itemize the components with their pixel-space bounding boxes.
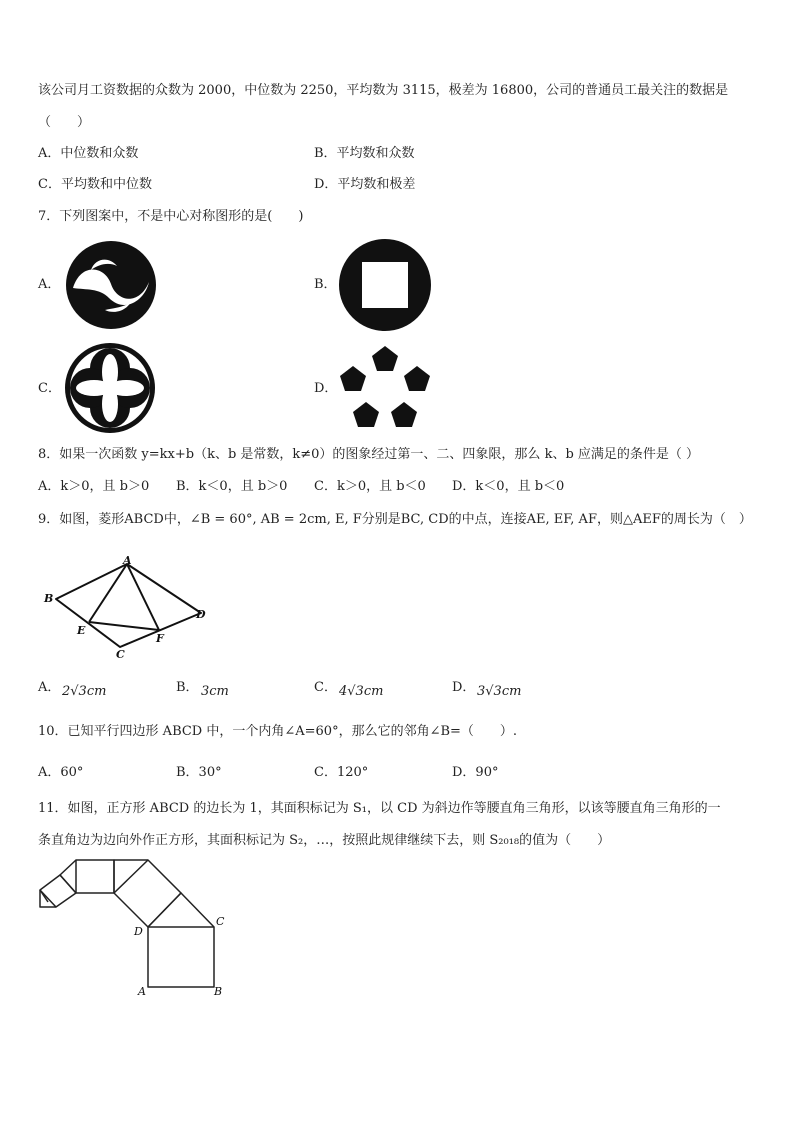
q9-fig-label-e: E bbox=[77, 624, 86, 637]
yin-yang-wave-icon bbox=[65, 240, 157, 334]
q7-stem: 7．下列图案中，不是中心对称图形的是( ) bbox=[38, 209, 304, 224]
q8-option-d: D．k＜0，且 b＜0 bbox=[452, 479, 565, 494]
q9-option-a-letter: A． bbox=[38, 680, 61, 695]
rhombus-figure bbox=[38, 552, 218, 664]
q6-option-b: B．平均数和众数 bbox=[314, 146, 415, 161]
five-pentagons-icon bbox=[338, 344, 432, 438]
q7-label-c: C． bbox=[38, 381, 61, 396]
q7-label-a: A． bbox=[38, 277, 61, 292]
q9-option-c-letter: C． bbox=[314, 680, 337, 695]
q6-option-d: D．平均数和极差 bbox=[314, 177, 416, 192]
q7-label-d: D． bbox=[314, 381, 338, 396]
q9-fig-label-f: F bbox=[156, 632, 164, 645]
q10-stem: 10．已知平行四边形 ABCD 中，一个内角∠A=60°，那么它的邻角∠B=（ ）. bbox=[38, 724, 518, 739]
q10-option-a: A．60° bbox=[38, 765, 84, 780]
q9-option-a-value: 2√3cm bbox=[62, 684, 107, 699]
four-petal-circle-icon bbox=[64, 342, 156, 438]
q11-fig-label-c: C bbox=[216, 915, 225, 928]
q9-fig-label-d: D bbox=[196, 608, 206, 621]
q9-fig-label-c: C bbox=[116, 648, 125, 660]
q9-stem: 9．如图，菱形ABCD中，∠B = 60°, AB = 2cm, E, F分别是BC, CD的中点，连接AE, EF, AF，则△AEF的周长为（ ） bbox=[38, 512, 752, 527]
q6-stem-line: 该公司月工资数据的众数为 2000，中位数为 2250，平均数为 3115，极差为 16800，公司的普通员工最关注的数据是 bbox=[38, 83, 729, 98]
q8-option-b: B．k＜0，且 b＞0 bbox=[176, 479, 288, 494]
q6-option-a: A．中位数和众数 bbox=[38, 146, 139, 161]
q8-option-c: C．k＞0，且 b＜0 bbox=[314, 479, 426, 494]
q7-label-b: B． bbox=[314, 277, 337, 292]
q11-fig-label-b: B bbox=[214, 985, 223, 998]
q6-answer-paren: （ ） bbox=[38, 115, 91, 130]
q8-stem: 8．如果一次函数 y=kx+b（k、b 是常数，k≠0）的图象经过第一、二、四象限，那么 k、b 应满足的条件是（ ） bbox=[38, 447, 700, 462]
q11-stem-line2: 条直角边为边向外作正方形，其面积标记为 S₂，…，按照此规律继续下去，则 S₂₀₁₈的值为（ ） bbox=[38, 833, 611, 848]
q8-option-a: A．k＞0，且 b＞0 bbox=[38, 479, 150, 494]
square-spiral-figure bbox=[36, 855, 236, 1009]
q10-option-b: B．30° bbox=[176, 765, 222, 780]
q9-option-d-letter: D． bbox=[452, 680, 476, 695]
q11-fig-label-a: A bbox=[138, 985, 146, 998]
q10-option-d: D．90° bbox=[452, 765, 499, 780]
q9-option-d-value: 3√3cm bbox=[477, 684, 522, 699]
q9-option-c-value: 4√3cm bbox=[339, 684, 384, 699]
square-in-circle-icon bbox=[338, 238, 432, 336]
q9-fig-label-a: A bbox=[123, 554, 132, 567]
q9-fig-label-b: B bbox=[44, 592, 54, 605]
q9-option-b-letter: B． bbox=[176, 680, 199, 695]
q11-fig-label-d: D bbox=[134, 925, 143, 938]
q9-option-b-value: 3cm bbox=[201, 684, 229, 699]
q6-option-c: C．平均数和中位数 bbox=[38, 177, 152, 192]
q11-stem-line1: 11．如图，正方形 ABCD 的边长为 1，其面积标记为 S₁，以 CD 为斜边作等腰直角三角形，以该等腰直角三角形的一 bbox=[38, 801, 721, 816]
q10-option-c: C．120° bbox=[314, 765, 369, 780]
